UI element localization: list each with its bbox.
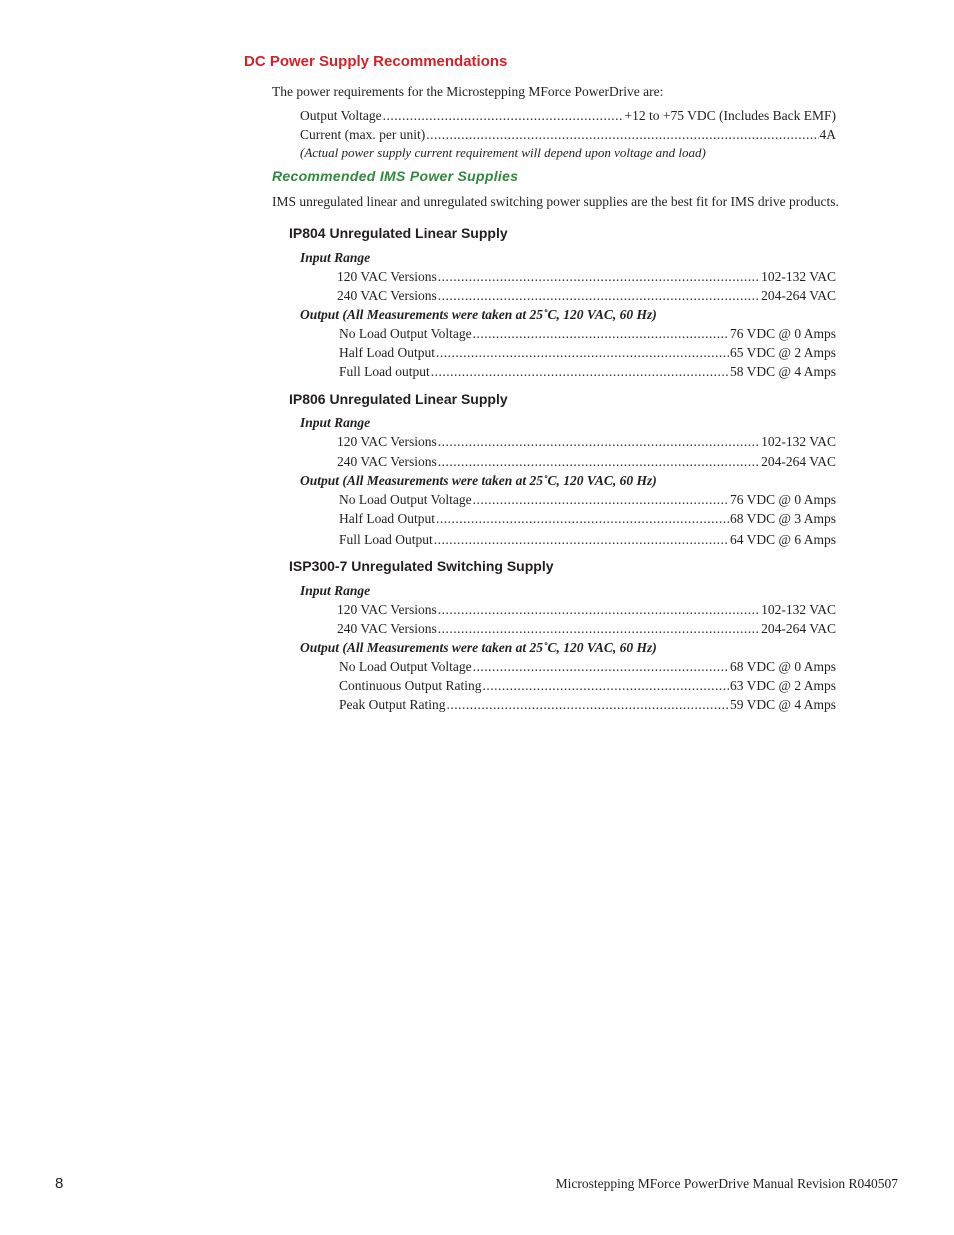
spec-row (339, 697, 836, 713)
output-label: Output (All Measurements were taken at 25˚C, 120 VAC, 60 Hz) (300, 473, 657, 488)
input-range-label: Input Range (300, 415, 371, 430)
spec-value: 102-132 VAC (761, 434, 836, 449)
leader-dots (473, 326, 729, 342)
spec-row (339, 511, 836, 527)
spec-label: 120 VAC Versions (337, 602, 437, 617)
spec-label: Full Load Output (339, 532, 433, 547)
output-label: Output (All Measurements were taken at 25˚C, 120 VAC, 60 Hz) (300, 307, 657, 322)
spec-value: 68 VDC @ 3 Amps (730, 511, 836, 526)
spec-value: 68 VDC @ 0 Amps (730, 659, 836, 674)
leader-dots (447, 697, 730, 713)
intro-text: The power requirements for the Microstepping MForce PowerDrive are: (272, 84, 664, 99)
spec-value: 58 VDC @ 4 Amps (730, 364, 836, 379)
footer-text: Microstepping MForce PowerDrive Manual Revision R040507 (555, 1176, 898, 1191)
spec-label: Half Load Output (339, 345, 435, 360)
leader-dots (434, 532, 729, 548)
spec-label: 240 VAC Versions (337, 288, 437, 303)
spec-label: Continuous Output Rating (339, 678, 482, 693)
leader-dots (438, 454, 760, 470)
spec-row (337, 434, 836, 450)
spec-row (339, 364, 836, 380)
supply-title-ip806: IP806 Unregulated Linear Supply (289, 391, 508, 407)
requirement-row-current (300, 127, 836, 143)
spec-row (337, 269, 836, 285)
spec-label: 120 VAC Versions (337, 269, 437, 284)
spec-value: 76 VDC @ 0 Amps (730, 326, 836, 341)
leader-dots (438, 269, 760, 285)
leader-dots (438, 621, 760, 637)
requirement-value: 4A (819, 127, 836, 142)
requirements-note: (Actual power supply current requirement will depend upon voltage and load) (300, 145, 706, 160)
spec-value: 65 VDC @ 2 Amps (730, 345, 836, 360)
spec-label: No Load Output Voltage (339, 326, 472, 341)
spec-value: 204-264 VAC (761, 288, 836, 303)
leader-dots (426, 127, 818, 143)
requirement-label: Output Voltage (300, 108, 382, 123)
leader-dots (473, 659, 729, 675)
spec-label: Peak Output Rating (339, 697, 446, 712)
input-range-label: Input Range (300, 583, 371, 598)
requirement-row-output-voltage (300, 108, 836, 124)
supply-title-ip804: IP804 Unregulated Linear Supply (289, 225, 508, 241)
leader-dots (431, 364, 729, 380)
leader-dots (436, 345, 729, 361)
section-heading: DC Power Supply Recommendations (244, 53, 508, 70)
spec-row (339, 492, 836, 508)
leader-dots (438, 288, 760, 304)
spec-label: Half Load Output (339, 511, 435, 526)
spec-label: 240 VAC Versions (337, 621, 437, 636)
spec-value: 102-132 VAC (761, 602, 836, 617)
spec-value: 204-264 VAC (761, 621, 836, 636)
leader-dots (483, 678, 730, 694)
spec-row (337, 602, 836, 618)
spec-row (339, 678, 836, 694)
leader-dots (438, 434, 760, 450)
spec-row (339, 659, 836, 675)
requirement-value: +12 to +75 VDC (Includes Back EMF) (624, 108, 836, 123)
spec-row (339, 345, 836, 361)
spec-row (339, 532, 836, 548)
spec-row (339, 326, 836, 342)
subsection-heading: Recommended IMS Power Supplies (272, 168, 519, 184)
spec-row (337, 621, 836, 637)
leader-dots (438, 602, 760, 618)
leader-dots (436, 511, 729, 527)
spec-label: 240 VAC Versions (337, 454, 437, 469)
spec-row (337, 454, 836, 470)
spec-label: No Load Output Voltage (339, 492, 472, 507)
leader-dots (473, 492, 729, 508)
spec-value: 59 VDC @ 4 Amps (730, 697, 836, 712)
spec-row (337, 288, 836, 304)
input-range-label: Input Range (300, 250, 371, 265)
spec-label: No Load Output Voltage (339, 659, 472, 674)
requirement-label: Current (max. per unit) (300, 127, 426, 142)
subsection-intro: IMS unregulated linear and unregulated switching power supplies are the best fit for IMS drive products. (272, 194, 839, 209)
spec-value: 102-132 VAC (761, 269, 836, 284)
page-number: 8 (55, 1175, 64, 1192)
output-label: Output (All Measurements were taken at 25˚C, 120 VAC, 60 Hz) (300, 640, 657, 655)
spec-label: Full Load output (339, 364, 430, 379)
spec-value: 63 VDC @ 2 Amps (730, 678, 836, 693)
spec-label: 120 VAC Versions (337, 434, 437, 449)
supply-title-isp300-7: ISP300-7 Unregulated Switching Supply (289, 558, 554, 574)
spec-value: 204-264 VAC (761, 454, 836, 469)
spec-value: 76 VDC @ 0 Amps (730, 492, 836, 507)
leader-dots (383, 108, 624, 124)
spec-value: 64 VDC @ 6 Amps (730, 532, 836, 547)
